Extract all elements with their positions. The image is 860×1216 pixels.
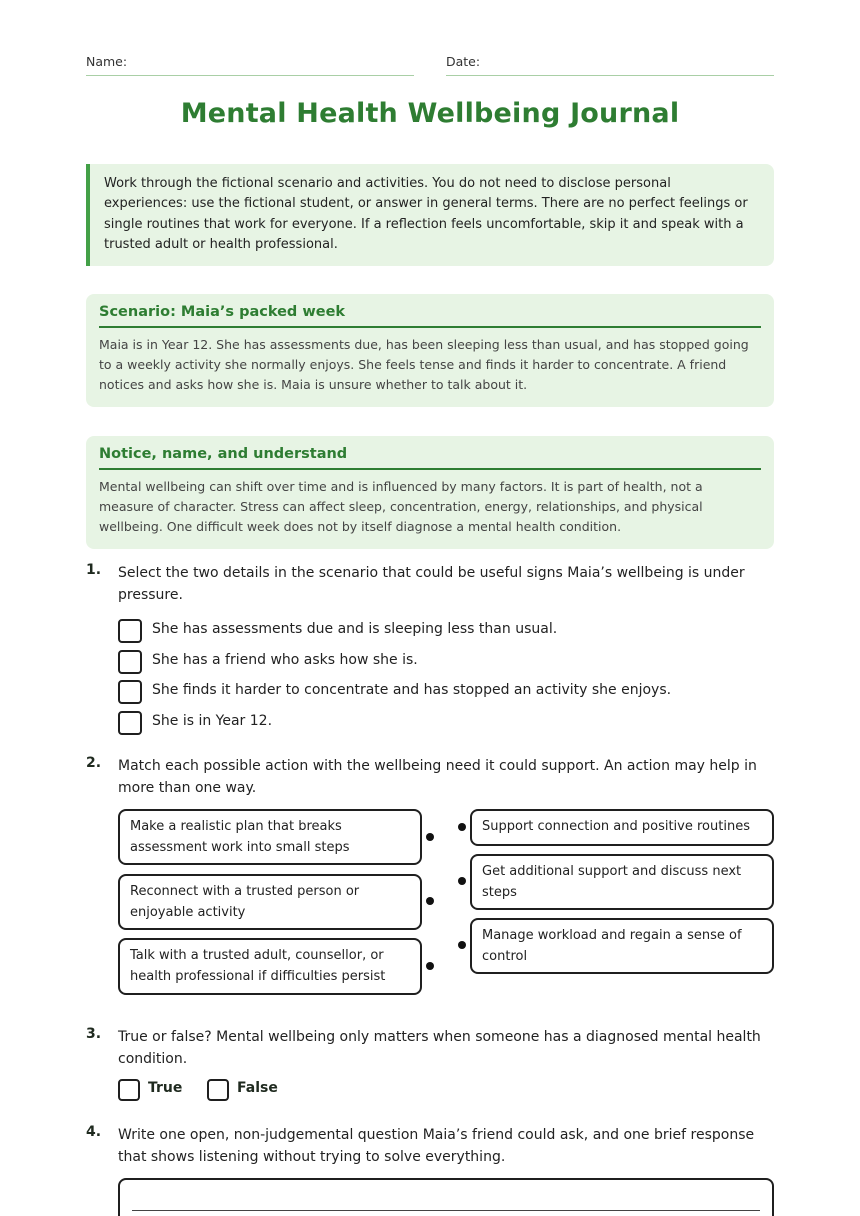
- option-1[interactable]: [118, 619, 758, 643]
- true-label: True: [148, 1080, 183, 1096]
- checkbox[interactable]: [118, 711, 142, 735]
- match-action-3[interactable]: Talk with a trusted adult, counsellor, or health professional if difficulties persist: [118, 938, 422, 995]
- question-number: 3.: [86, 1026, 102, 1042]
- question-text: Select the two details in the scenario that could be useful signs Maia’s wellbeing is under pressure.: [118, 565, 745, 603]
- option-label: She has a friend who asks how she is.: [152, 652, 418, 668]
- option-label: She is in Year 12.: [152, 713, 273, 729]
- header-fields: [86, 54, 774, 76]
- answer-line[interactable]: [132, 1210, 760, 1211]
- checkbox[interactable]: [118, 619, 142, 643]
- checkbox[interactable]: [207, 1079, 229, 1101]
- notice-title: Notice, name, and understand: [99, 446, 761, 470]
- question-text: True or false? Mental wellbeing only matters when someone has a diagnosed mental health condition.: [118, 1029, 761, 1067]
- scenario-body: Maia is in Year 12. She has assessments due, has been sleeping less than usual, and has stopped going to a weekly activity she normally enjoys. She feels tense and finds it harder to concentrate. A friend notices and asks how she is. Maia is unsure whether to talk about it.: [99, 337, 749, 392]
- intro-note: Work through the fictional scenario and activities. You do not need to disclose personal experiences: use the fictional student, or answer in general terms. There are no perfect feelings or single routines that work for everyone. If a reflection feels uncomfortable, skip it and speak with a trusted adult or health professional.: [86, 164, 774, 266]
- question-text: Write one open, non-judgemental question Maia’s friend could ask, and one brief response that shows listening without trying to solve everything.: [118, 1127, 755, 1165]
- question-number: 1.: [86, 562, 102, 578]
- false-label: False: [237, 1080, 278, 1096]
- question-number: 4.: [86, 1124, 102, 1140]
- question-number: 2.: [86, 755, 102, 771]
- option-3[interactable]: [118, 680, 758, 704]
- match-dot-right-1[interactable]: [458, 823, 466, 831]
- match-dot-right-3[interactable]: [458, 941, 466, 949]
- match-dot-left-2[interactable]: [426, 897, 434, 905]
- date-field[interactable]: [446, 54, 774, 76]
- notice-card: [86, 436, 774, 549]
- name-field[interactable]: [86, 54, 414, 76]
- notice-body: Mental wellbeing can shift over time and is influenced by many factors. It is part of health, not a measure of character. Stress can affect sleep, concentration, energy, relationships, and physical wellbeing. One difficult week does not by itself diagnose a mental health condition.: [99, 479, 703, 534]
- checkbox[interactable]: [118, 1079, 140, 1101]
- option-2[interactable]: [118, 650, 758, 674]
- match-need-1[interactable]: Support connection and positive routines: [470, 809, 774, 846]
- scenario-card: [86, 294, 774, 407]
- question-text: Match each possible action with the wellbeing need it could support. An action may help in more than one way.: [118, 758, 757, 796]
- option-4[interactable]: [118, 711, 758, 735]
- name-label: Name:: [86, 54, 128, 69]
- option-label: She has assessments due and is sleeping less than usual.: [152, 621, 558, 637]
- checkbox[interactable]: [118, 650, 142, 674]
- match-dot-left-3[interactable]: [426, 962, 434, 970]
- match-dot-right-2[interactable]: [458, 877, 466, 885]
- match-need-3[interactable]: Manage workload and regain a sense of control: [470, 918, 774, 974]
- match-dot-left-1[interactable]: [426, 833, 434, 841]
- date-label: Date:: [446, 54, 481, 69]
- match-need-2[interactable]: Get additional support and discuss next steps: [470, 854, 774, 910]
- page-title: Mental Health Wellbeing Journal: [180, 98, 680, 129]
- match-action-2[interactable]: Reconnect with a trusted person or enjoyable activity: [118, 874, 422, 930]
- checkbox[interactable]: [118, 680, 142, 704]
- scenario-title: Scenario: Maia’s packed week: [99, 304, 761, 328]
- option-label: She finds it harder to concentrate and has stopped an activity she enjoys.: [152, 682, 672, 698]
- answer-box[interactable]: [118, 1178, 774, 1216]
- match-action-1[interactable]: Make a realistic plan that breaks assessment work into small steps: [118, 809, 422, 865]
